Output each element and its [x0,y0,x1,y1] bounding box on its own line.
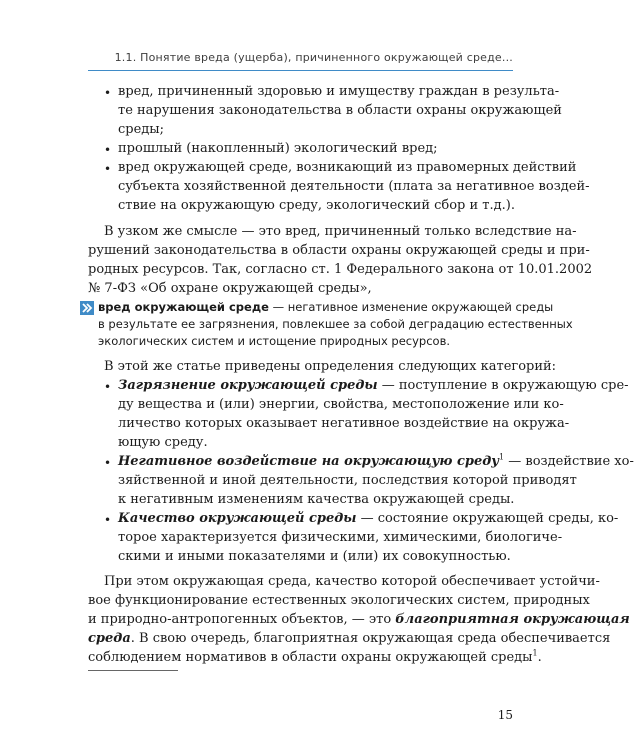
definition-term: вред окружающей среде [98,300,269,314]
paragraph-line: родных ресурсов. Так, согласно ст. 1 Федерального закона от 10.01.2002 [88,262,593,277]
definition-line: в результате ее загрязнения, повлекшее за собой деградацию естественных [98,317,573,331]
highlighted-term: благоприятная окружающая [395,612,630,627]
definition-line [98,299,554,316]
paragraph-text: и природно-антропогенных объектов, — это [88,612,396,627]
list-item-line: среды; [118,122,165,137]
category-term: Качество окружающей среды [118,511,357,526]
paragraph-text: . В свою очередь, благоприятная окружающая среда обеспечивается [130,631,611,646]
paragraph-line: В узком же смысле — это вред, причиненный только вследствие на- [104,224,577,239]
list-item-line: личество которых оказывает негативное воздействие на окружа- [118,416,570,431]
bullet-icon: • [104,143,112,157]
footnote-rule [88,670,178,671]
category-text: — состояние окружающей среды, ко- [356,511,619,526]
list-item-line [118,509,619,528]
category-text: — поступление в окружающую сре- [377,378,629,393]
paragraph-line [88,648,542,667]
list-item-line: ствие на окружающую среду, экологический сбор и т.д.). [118,198,515,213]
bullet-icon: • [104,456,112,470]
bullet-icon: • [104,380,112,394]
list-item-line: субъекта хозяйственной деятельности (плата за негативное воздей- [118,179,590,194]
running-header: 1.1. Понятие вреда (ущерба), причиненного окружающей среде... [114,51,513,64]
footnote-ref: 1 [532,648,538,658]
highlighted-term: среда [88,631,131,646]
bullet-icon: • [104,162,112,176]
list-item-line: зяйственной и иной деятельности, последствия которой приводят [118,473,577,488]
list-item-line: скими и иными показателями и (или) их совокупностью. [118,549,511,564]
list-item-line: ющую среду. [118,435,208,450]
category-text: — воздействие хо- [504,454,634,469]
paragraph-line: вое функционирование естественных экологических систем, природных [88,593,590,608]
paragraph-text: соблюдением нормативов в области охраны окружающей среды [88,650,533,665]
list-item-line: торое характеризуется физическими, химическими, биологиче- [118,530,563,545]
paragraph-line: При этом окружающая среда, качество которой обеспечивает устойчи- [104,574,600,589]
paragraph-text: . [537,650,542,665]
bullet-icon: • [104,86,112,100]
header-rule [88,70,513,71]
double-chevron-right-icon [80,301,94,315]
list-item-line: прошлый (накопленный) экологический вред; [118,141,438,156]
list-item-line: вред, причиненный здоровью и имуществу граждан в результа- [118,84,560,99]
paragraph-line: рушений законодательства в области охраны окружающей среды и при- [88,243,590,258]
definition-line: экологических систем и истощение природных ресурсов. [98,334,451,348]
bullet-icon: • [104,513,112,527]
list-item-line: вред окружающей среде, возникающий из правомерных действий [118,160,577,175]
list-item-line [118,376,629,395]
list-item-line: ду вещества и (или) энергии, свойства, местоположение или ко- [118,397,564,412]
list-item-line [118,452,634,471]
paragraph-line [88,610,630,629]
list-item-line: к негативным изменениям качества окружающей среды. [118,492,515,507]
definition-text: — негативное изменение окружающей среды [268,300,554,314]
category-term: Загрязнение окружающей среды [118,378,378,393]
page-number: 15 [497,708,513,722]
paragraph-line: В этой же статье приведены определения следующих категорий: [104,359,557,374]
category-term: Негативное воздействие на окружающую среду [118,454,500,469]
paragraph-line [88,629,611,648]
footnote-ref: 1 [499,452,505,462]
list-item-line: те нарушения законодательства в области охраны окружающей [118,103,562,118]
paragraph-line: № 7-ФЗ «Об охране окружающей среды», [88,281,372,296]
